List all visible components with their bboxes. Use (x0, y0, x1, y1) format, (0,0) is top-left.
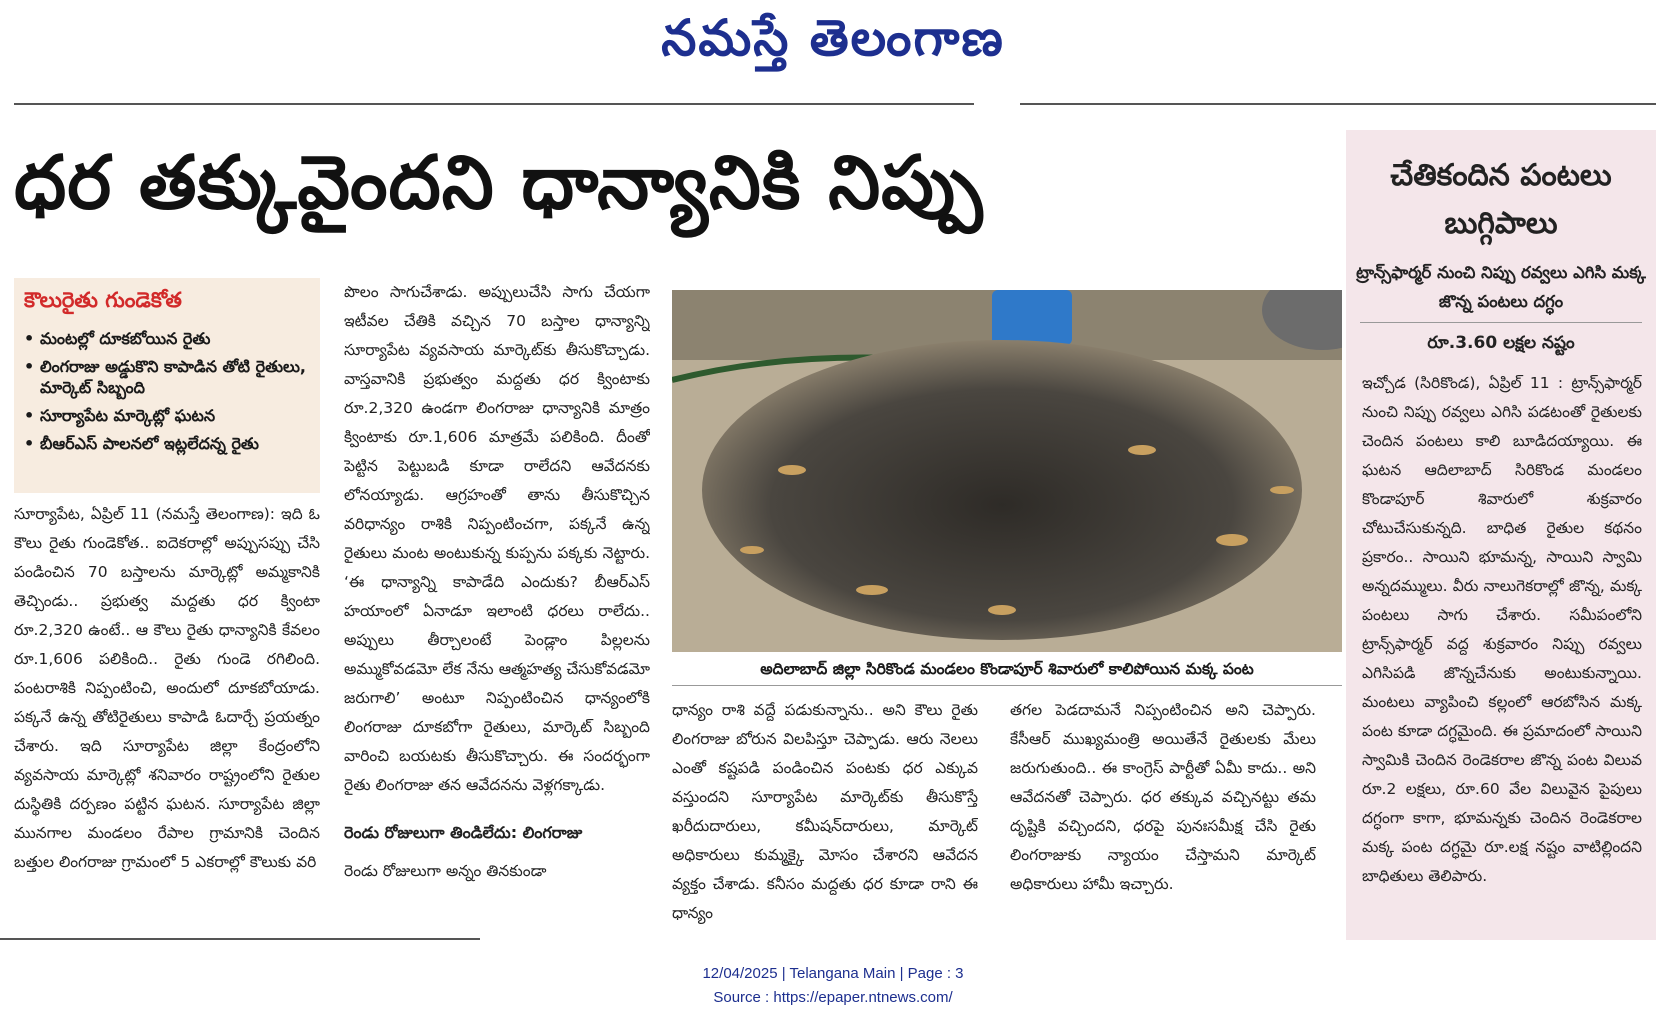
main-headline: ధర తక్కువైందని ధాన్యానికి నిప్పు (14, 140, 984, 226)
article-text: ధాన్యం రాశి వద్దే పడుకున్నాను.. అని కౌలు రైతు లింగరాజు బోరున విలపిస్తూ చెప్పాడు. ఆరు నెలలు ఎంతో కష్టపడి పండించిన పంటకు ధర ఎక్కువ వస్తుందని సూర్యాపేట మార్కెట్‌కు తీసుకొస్తే ఖరీదుదారులు, కమీషన్‌దారులు, మార్కెట్ అధికారులు కుమ్మక్కై మోసం చేశారని ఆవేదన వ్యక్తం చేశాడు. కనీసం మద్దతు ధర కూడా రాని ఈ ధాన్యం (672, 701, 978, 922)
highlights-box (14, 278, 320, 493)
sidebar-story (1346, 130, 1656, 940)
footer-date-edition: 12/04/2025 | Telangana Main | Page : 3 (702, 965, 964, 982)
sidebar-story-loss: రూ.3.60 లక్షల నష్టం (1427, 333, 1575, 353)
caption-rule (672, 685, 1342, 686)
burnt-crop-pile (702, 340, 1302, 640)
photo-caption: అదిలాబాద్ జిల్లా సిరికొండ మండలం కొండాపూర్ శివారులో కాలిపోయిన మక్క పంట (760, 660, 1254, 678)
burnt-crop-illustration (672, 290, 1342, 652)
water-drum (992, 290, 1072, 345)
article-subhead: రెండు రోజులుగా తిండిలేదు: లింగరాజు (344, 823, 583, 842)
burnt-crop-photo (672, 290, 1342, 652)
highlight-item: • మంటల్లో దూకబోయిన రైతు (24, 328, 310, 349)
article-column-2 (344, 278, 650, 938)
masthead-rule-right (1020, 103, 1656, 105)
sidebar-rule (1360, 322, 1642, 323)
highlight-item: • బీఆర్ఎస్ పాలనలో ఇట్లలేదన్న రైతు (24, 433, 310, 454)
footer-source-link[interactable]: Source : https://epaper.ntnews.com/ (713, 989, 953, 1006)
sidebar-story-headline: చేతికందిన పంటలు బుగ్గిపాలు (1390, 158, 1612, 241)
article-column-4 (1010, 696, 1316, 936)
article-text: పొలం సాగుచేశాడు. అప్పులుచేసి సాగు చేయగా ఇటీవల చేతికి వచ్చిన 70 బస్తాల ధాన్యాన్ని సూర్యాపేట వ్యవసాయ మార్కెట్‌కు తీసుకొచ్చాడు. వాస్తవానికి ప్రభుత్వం మద్దతు ధర క్వింటాకు రూ.2,320 ఉండగా లింగరాజు ధాన్యానికి మాత్రం క్వింటాకు రూ.1,606 మాత్రమే పలికింది. దీంతో పెట్టిన పెట్టుబడి కూడా రాలేదని ఆవేదనకు లోనయ్యాడు. ఆగ్రహంతో తాను తీసుకొచ్చిన వరిధాన్యం రాశికి నిప్పంటించగా, పక్కనే ఉన్న రైతులు మంట అంటుకున్న కుప్పను పక్కకు నెట్టారు. ‘ఈ ధాన్యాన్ని కాపాడేది ఎందుకు? బీఆర్ఎస్ హయాంలో ఏనాడూ ఇలాంటి ధరలు రాలేదు.. అప్పులు తీర్చాలంటే పెండ్లాం పిల్లలను అమ్ముకోవడమో లేక నేను ఆత్మహత్య చేసుకోవడమో జరుగాలి’ అంటూ నిప్పంటించిన ధాన్యంలోకి లింగరాజు దూకబోగా రైతులు, మార్కెట్ సిబ్బంది వారించి బయటకు తీసుకొచ్చారు. ఈ సందర్భంగా రైతు లింగరాజు తన ఆవేదనను వెళ్లగక్కాడు. (344, 283, 650, 794)
sidebar-story-body: ఇచ్చోడ (సిరికొండ), ఏప్రిల్ 11 : ట్రాన్స్‌ఫార్మర్ నుంచి నిప్పు రవ్వలు ఎగిసి పడటంతో రైతులకు చెందిన పంటలు కాలి బూడిదయ్యాయి. ఈ ఘటన ఆదిలాబాద్ సిరికొండ మండలం కొండాపూర్ శివారులో శుక్రవారం చోటుచేసుకున్నది. బాధిత రైతుల కథనం ప్రకారం.. సాయిని భూమన్న, సాయిని స్వామి అన్నదమ్ములు. వీరు నాలుగెకరాల్లో జొన్న, మక్క పంటలు సాగు చేశారు. సమీపంలోని ట్రాన్స్‌ఫార్మర్ వద్ద శుక్రవారం నిప్పు రవ్వలు ఎగిసిపడి జొన్నచేనుకు అంటుకున్నాయి. మంటలు వ్యాపించి కల్లంలో ఆరబోసిన మక్క పంట కూడా దగ్ధమైంది. ఈ ప్రమాదంలో సాయిని స్వామికి చెందిన రెండెకరాల జొన్న పంట విలువ రూ.2 లక్షలు, రూ.60 వేల విలువైన పైపులు దగ్ధంగా కాగా, భూమన్నకు చెందిన రెండెకరాల మక్క పంట దగ్ధమై రూ.లక్ష నష్టం వాటిల్లిందని బాధితులు తెలిపారు. (1362, 374, 1642, 885)
article-text: సూర్యాపేట, ఏప్రిల్ 11 (నమస్తే తెలంగాణ): ఇది ఓ కౌలు రైతు గుండెకోత.. ఐదెకరాల్లో అప్పుసప్పు చేసి పండించిన 70 బస్తాలను మార్కెట్లో అమ్మకానికి తెచ్చిండు.. ప్రభుత్వ మద్దతు ధర క్వింటా రూ.2,320 ఉంటే.. ఆ కౌలు రైతు ధాన్యానికి కేవలం రూ.1,606 పలికింది.. రైతు గుండె రగిలింది. పంటరాశికి నిప్పంటించి, అందులో దూకబోయాడు. పక్కనే ఉన్న తోటిరైతులు కాపాడి ఓదార్చే ప్రయత్నం చేశారు. ఇది సూర్యాపేట జిల్లా కేంద్రంలోని వ్యవసాయ మార్కెట్లో శనివారం రాష్ట్రంలోని రైతుల దుస్థితికి దర్పణం పట్టిన ఘటన. సూర్యాపేట జిల్లా మునగాల మండలం రేపాల గ్రామానికి చెందిన బత్తుల లింగరాజు గ్రామంలో 5 ఎకరాల్లో కౌలుకు వరి (14, 505, 320, 871)
highlight-item: • సూర్యాపేట మార్కెట్లో ఘటన (24, 405, 310, 426)
article-column-1 (14, 500, 320, 930)
page-footer (0, 962, 1666, 1010)
article-text: తగల పెడదామనే నిప్పంటించిన అని చెప్పారు. కేసీఆర్ ముఖ్యమంత్రి అయితేనే రైతులకు మేలు జరుగుతుంది.. ఈ కాంగ్రెస్ పార్టీతో ఏమీ కాదు.. అని ఆవేదనతో చెప్పారు. ధర తక్కువ వచ్చినట్టు తమ దృష్టికి వచ్చిందని, ధరపై పునఃసమీక్ష చేసి రైతు లింగరాజుకు న్యాయం చేస్తామని మార్కెట్ అధికారులు హామీ ఇచ్చారు. (1010, 701, 1316, 893)
newspaper-masthead: నమస్తే తెలంగాణ (661, 8, 1005, 67)
masthead-rule-left (14, 103, 974, 105)
sidebar-story-subhead: ట్రాన్స్‌ఫార్మర్ నుంచి నిప్పు రవ్వలు ఎగిసి మక్క జొన్న పంటలు దగ్ధం (1356, 263, 1646, 311)
highlight-item: • లింగరాజు అడ్డుకొని కాపాడిన తోటి రైతులు, మార్కెట్ సిబ్బంది (24, 356, 310, 398)
bottom-rule (0, 938, 480, 940)
highlights-list (24, 328, 310, 454)
highlights-kicker: కౌలురైతు గుండెకోత (24, 288, 182, 312)
article-column-3 (672, 696, 978, 936)
article-text: రెండు రోజులుగా అన్నం తినకుండా (344, 862, 547, 880)
